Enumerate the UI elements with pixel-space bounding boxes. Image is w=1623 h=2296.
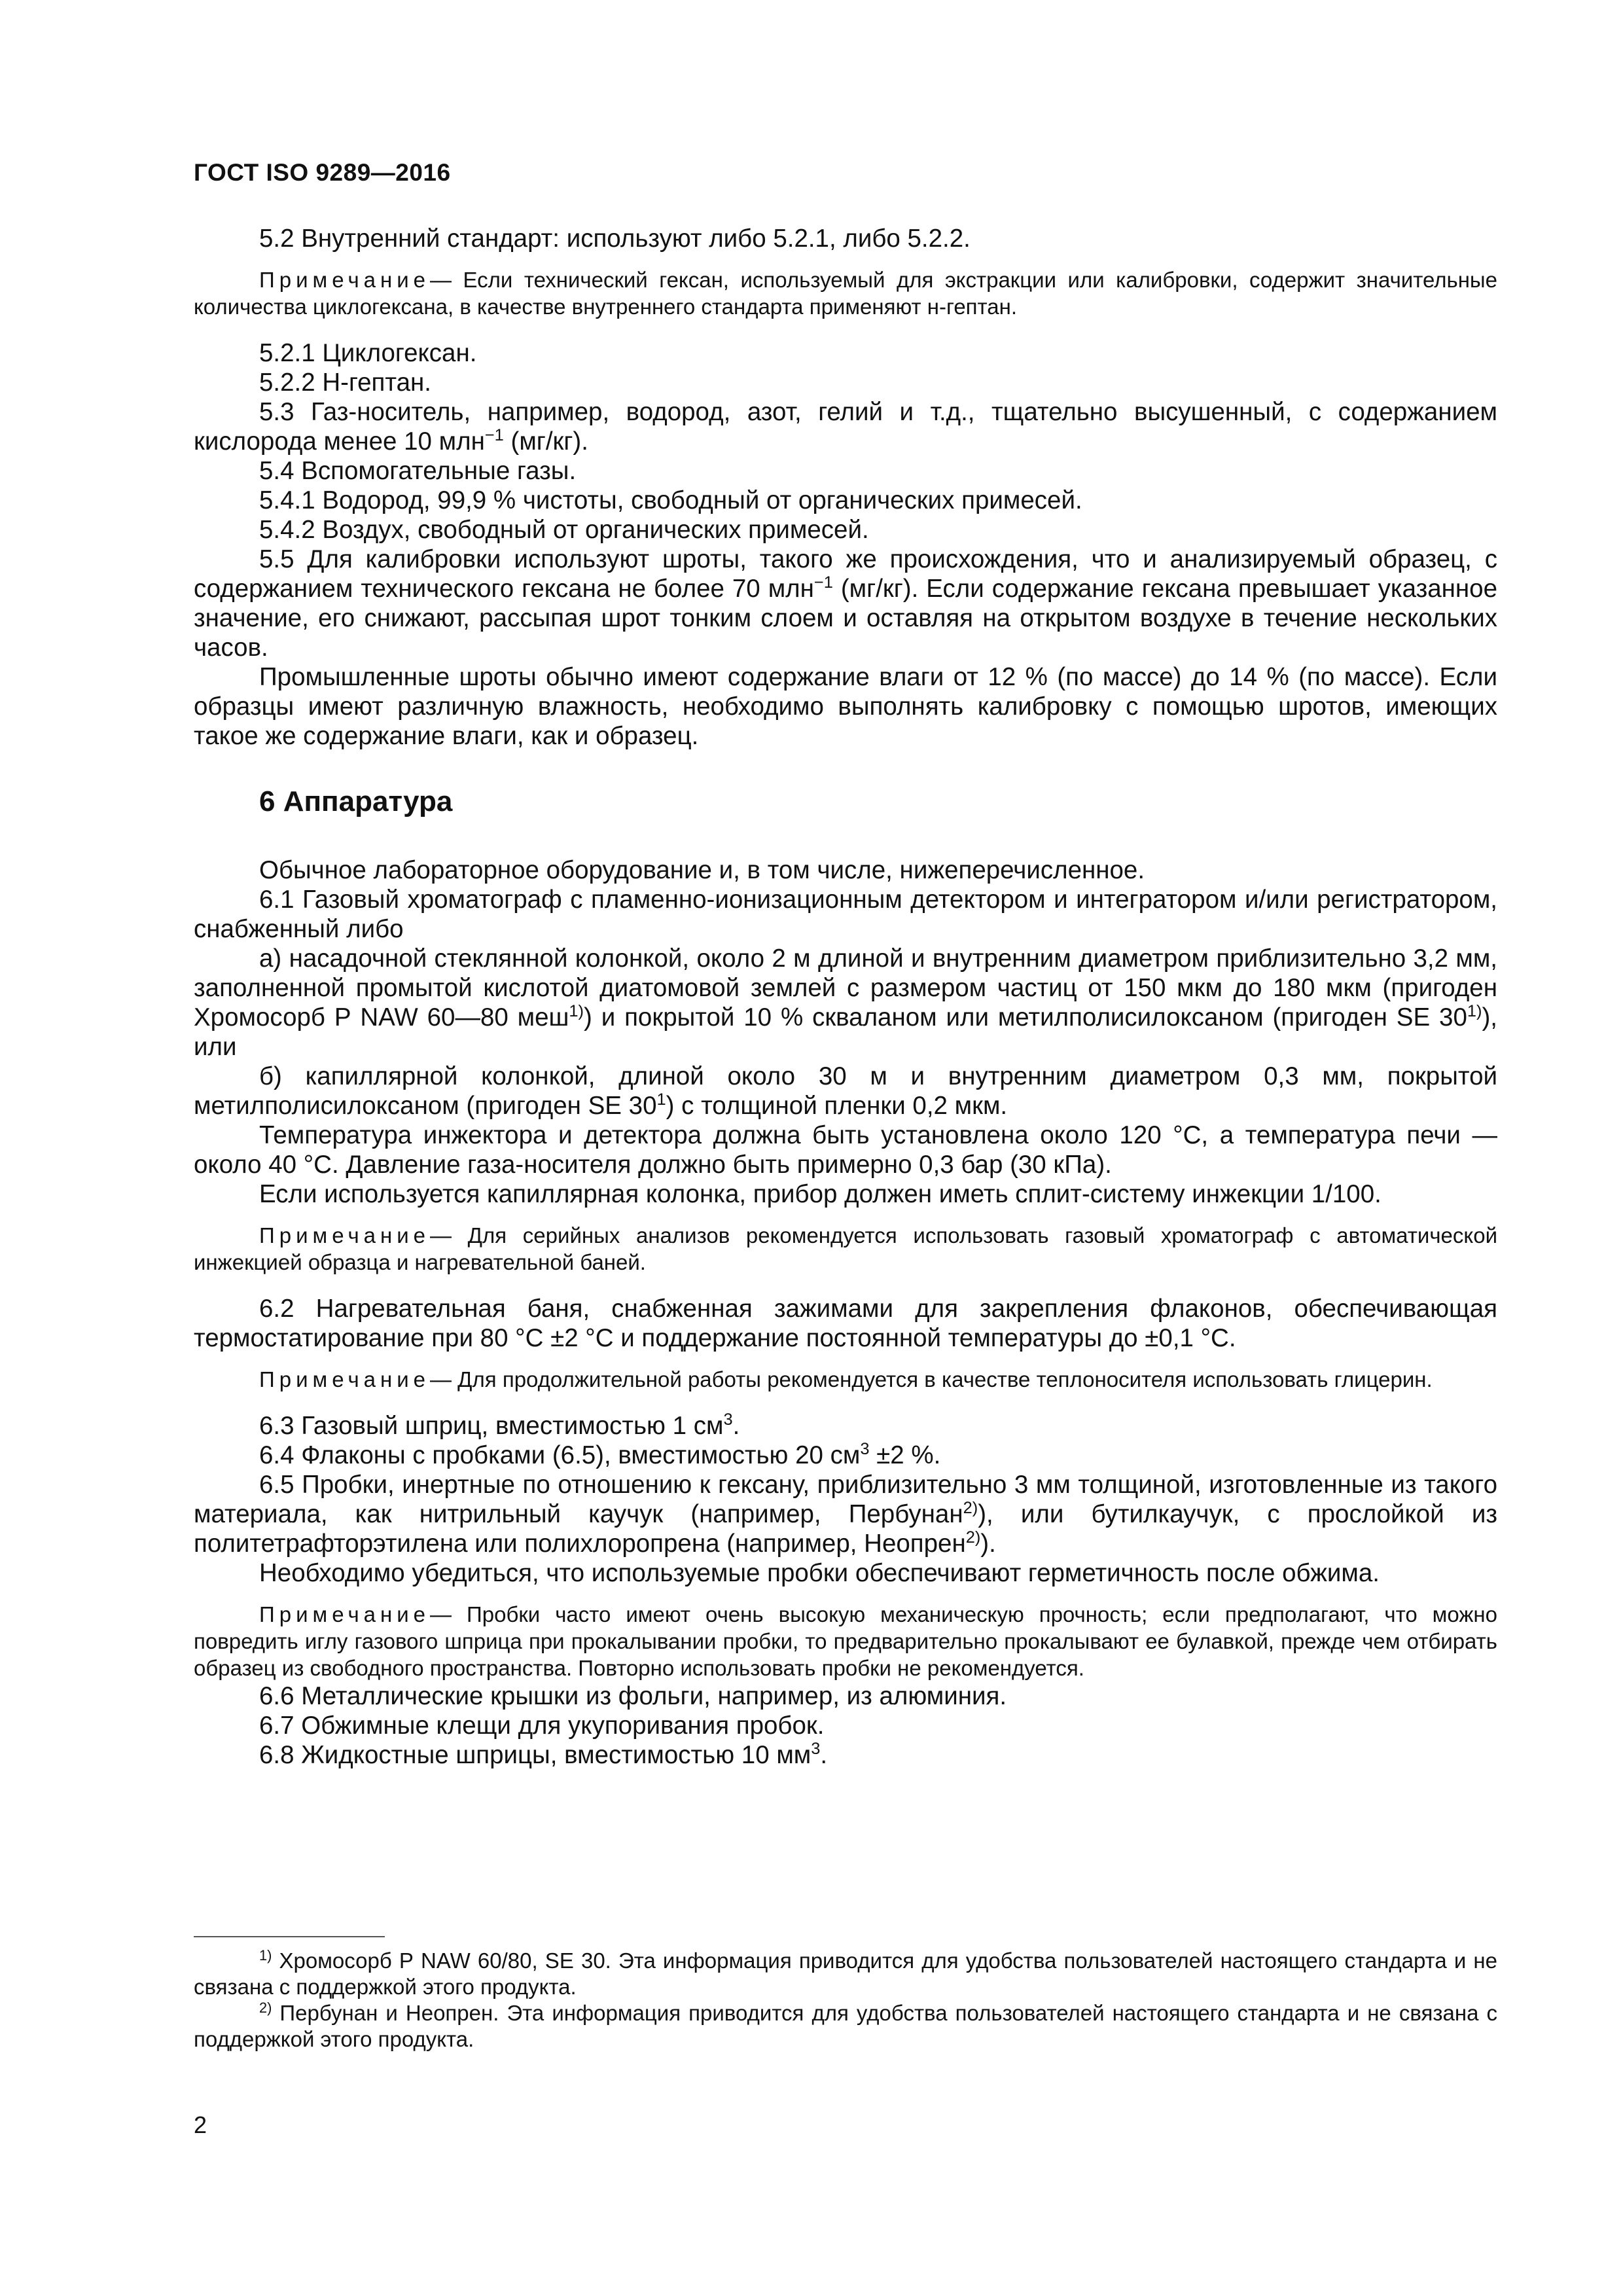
paragraph-seal: Необходимо убедиться, что используемые пробки обеспечивают герметичность после обжима. (259, 1559, 1380, 1587)
footnotes (194, 1948, 1497, 2053)
paragraph-moisture: Промышленные шроты обычно имеют содержание влаги от 12 % (по массе) до 14 % (по массе). Если образцы имеют различную влажность, необходимо выполнять калибровку с помощью шротов, имеющих такое же содержание влаги, как и образец. (194, 663, 1497, 750)
clause-5-3: 5.3 Газ-носитель, например, водород, азот, гелий и т.д., тщательно высушенный, с содержанием кислорода менее 10 млн$^{-1}$ (мг/кг). (194, 398, 1497, 456)
clause-5-2-1: 5.2.1 Циклогексан. (259, 339, 477, 367)
clause-6-4: 6.4 Флаконы с пробками (6.5), вместимостью 20 $см^3 \pm 2$ %. (259, 1440, 941, 1469)
note-label: Примечание (259, 1223, 431, 1247)
document-body (194, 224, 1497, 1770)
note-label: Примечание (259, 268, 431, 292)
clause-5-4: 5.4 Вспомогательные газы. (259, 457, 577, 485)
note-6-5: Примечание— Пробки часто имеют очень высокую механическую прочность; если предполагают, что можно повредить иглу газового шприца при прокалывании пробки, то предварительно прокалывают ее булавкой, прежде чем отбирать образец из свободного пространства. Повторно использовать пробки не рекомендуется. (194, 1602, 1497, 1680)
clause-6-1-b: б) капиллярной колонкой, длиной около 30 м и внутренним диаметром 0,3 мм, покрытой метилполисилоксаном (пригоден SE $30^1$) с толщиной пленки 0,2 мкм. (194, 1062, 1497, 1120)
footnote-2: $^{2)}$ Пербунан и Неопрен. Эта информация приводится для удобства пользователей настоящего стандарта и не связана с поддержкой этого продукта. (194, 2000, 1497, 2051)
clause-5-2-2: 5.2.2 Н-гептан. (259, 368, 431, 397)
clause-6-3: 6.3 Газовый шприц, вместимостью 1 $см^3$. (259, 1410, 740, 1440)
section-6-title: 6 Аппаратура (259, 785, 453, 817)
clause-6-2: 6.2 Нагревательная баня, снабженная зажимами для закрепления флаконов, обеспечивающая термостатирование при 80 °С ±2 °С и поддержание постоянной температуры до ±0,1 °С. (194, 1295, 1497, 1352)
page-number: 2 (194, 2111, 207, 2138)
note-6-1: Примечание— Для серийных анализов рекомендуется использовать газовый хроматограф с автоматической инжекцией образца и нагревательной баней. (194, 1223, 1497, 1274)
footnote-separator (194, 1936, 385, 1937)
clause-6-1-a: а) насадочной стеклянной колонкой, около 2 м длиной и внутренним диаметром приблизительно 3,2 мм, заполненной промытой кислотой диатомовой землей с размером частиц от 150 мкм до 180 мкм (пригоден Хромосорб Р NAW 60—80 меш$^{1)}$) и покрытой 10 % скваланом или метилполисилоксаном (пригоден SE 30$^{1)}$), или (194, 944, 1497, 1061)
clause-5-4-2: 5.4.2 Воздух, свободный от органических примесей. (259, 516, 869, 544)
document-header: ГОСТ ISO 9289—2016 (194, 159, 451, 186)
note-6-2: Примечание— Для продолжительной работы рекомендуется в качестве теплоносителя использовать глицерин. (259, 1367, 1433, 1391)
clause-6-8: 6.8 Жидкостные шприцы, вместимостью 10 $мм^3$. (259, 1740, 828, 1769)
clause-5-2: 5.2 Внутренний стандарт: используют либо 5.2.1, либо 5.2.2. (259, 224, 971, 253)
footnote-1: $^{1)}$ Хромосорб Р NAW 60/80, SE 30. Эта информация приводится для удобства пользователей настоящего стандарта и не связана с поддержкой этого продукта. (194, 1947, 1497, 1999)
note-5-2: Примечание— Если технический гексан, используемый для экстракции или калибровки, содержит значительные количества циклогексана, в качестве внутреннего стандарта применяют н-гептан. (194, 268, 1497, 319)
paragraph-split: Если используется капиллярная колонка, прибор должен иметь сплит-систему инжекции 1/100. (259, 1180, 1382, 1208)
note-label: Примечание (259, 1602, 431, 1626)
note-label: Примечание (259, 1367, 431, 1391)
paragraph-equipment: Обычное лабораторное оборудование и, в том числе, нижеперечисленное. (259, 856, 1145, 884)
clause-5-4-1: 5.4.1 Водород, 99,9 % чистоты, свободный от органических примесей. (259, 486, 1082, 514)
clause-6-7: 6.7 Обжимные клещи для укупоривания пробок. (259, 1712, 825, 1740)
clause-6-5: 6.5 Пробки, инертные по отношению к гексану, приблизительно 3 мм толщиной, изготовленные из такого материала, как нитрильный каучук (например, Пербунан$^{2)}$), или бутилкаучук, с прослойкой из политетрафторэтилена или полихлоропрена (например, Неопрен$^{2)}$). (194, 1471, 1497, 1558)
clause-5-5: 5.5 Для калибровки используют шроты, такого же происхождения, что и анализируемый образец, с содержанием технического гексана не более 70 млн$^{-1}$ (мг/кг). Если содержание гексана превышает указанное значение, его снижают, рассыпая шрот тонким слоем и оставляя на открытом воздухе в течение нескольких часов. (194, 545, 1497, 662)
paragraph-temperature: Температура инжектора и детектора должна быть установлена около 120 °С, а температура печи — около 40 °С. Давление газа-носителя должно быть примерно 0,3 бар (30 кПа). (194, 1121, 1497, 1179)
clause-6-1: 6.1 Газовый хроматограф с пламенно-ионизационным детектором и интегратором и/или регистратором, снабженный либо (194, 886, 1497, 943)
clause-6-6: 6.6 Металлические крышки из фольги, например, из алюминия. (259, 1682, 1007, 1710)
